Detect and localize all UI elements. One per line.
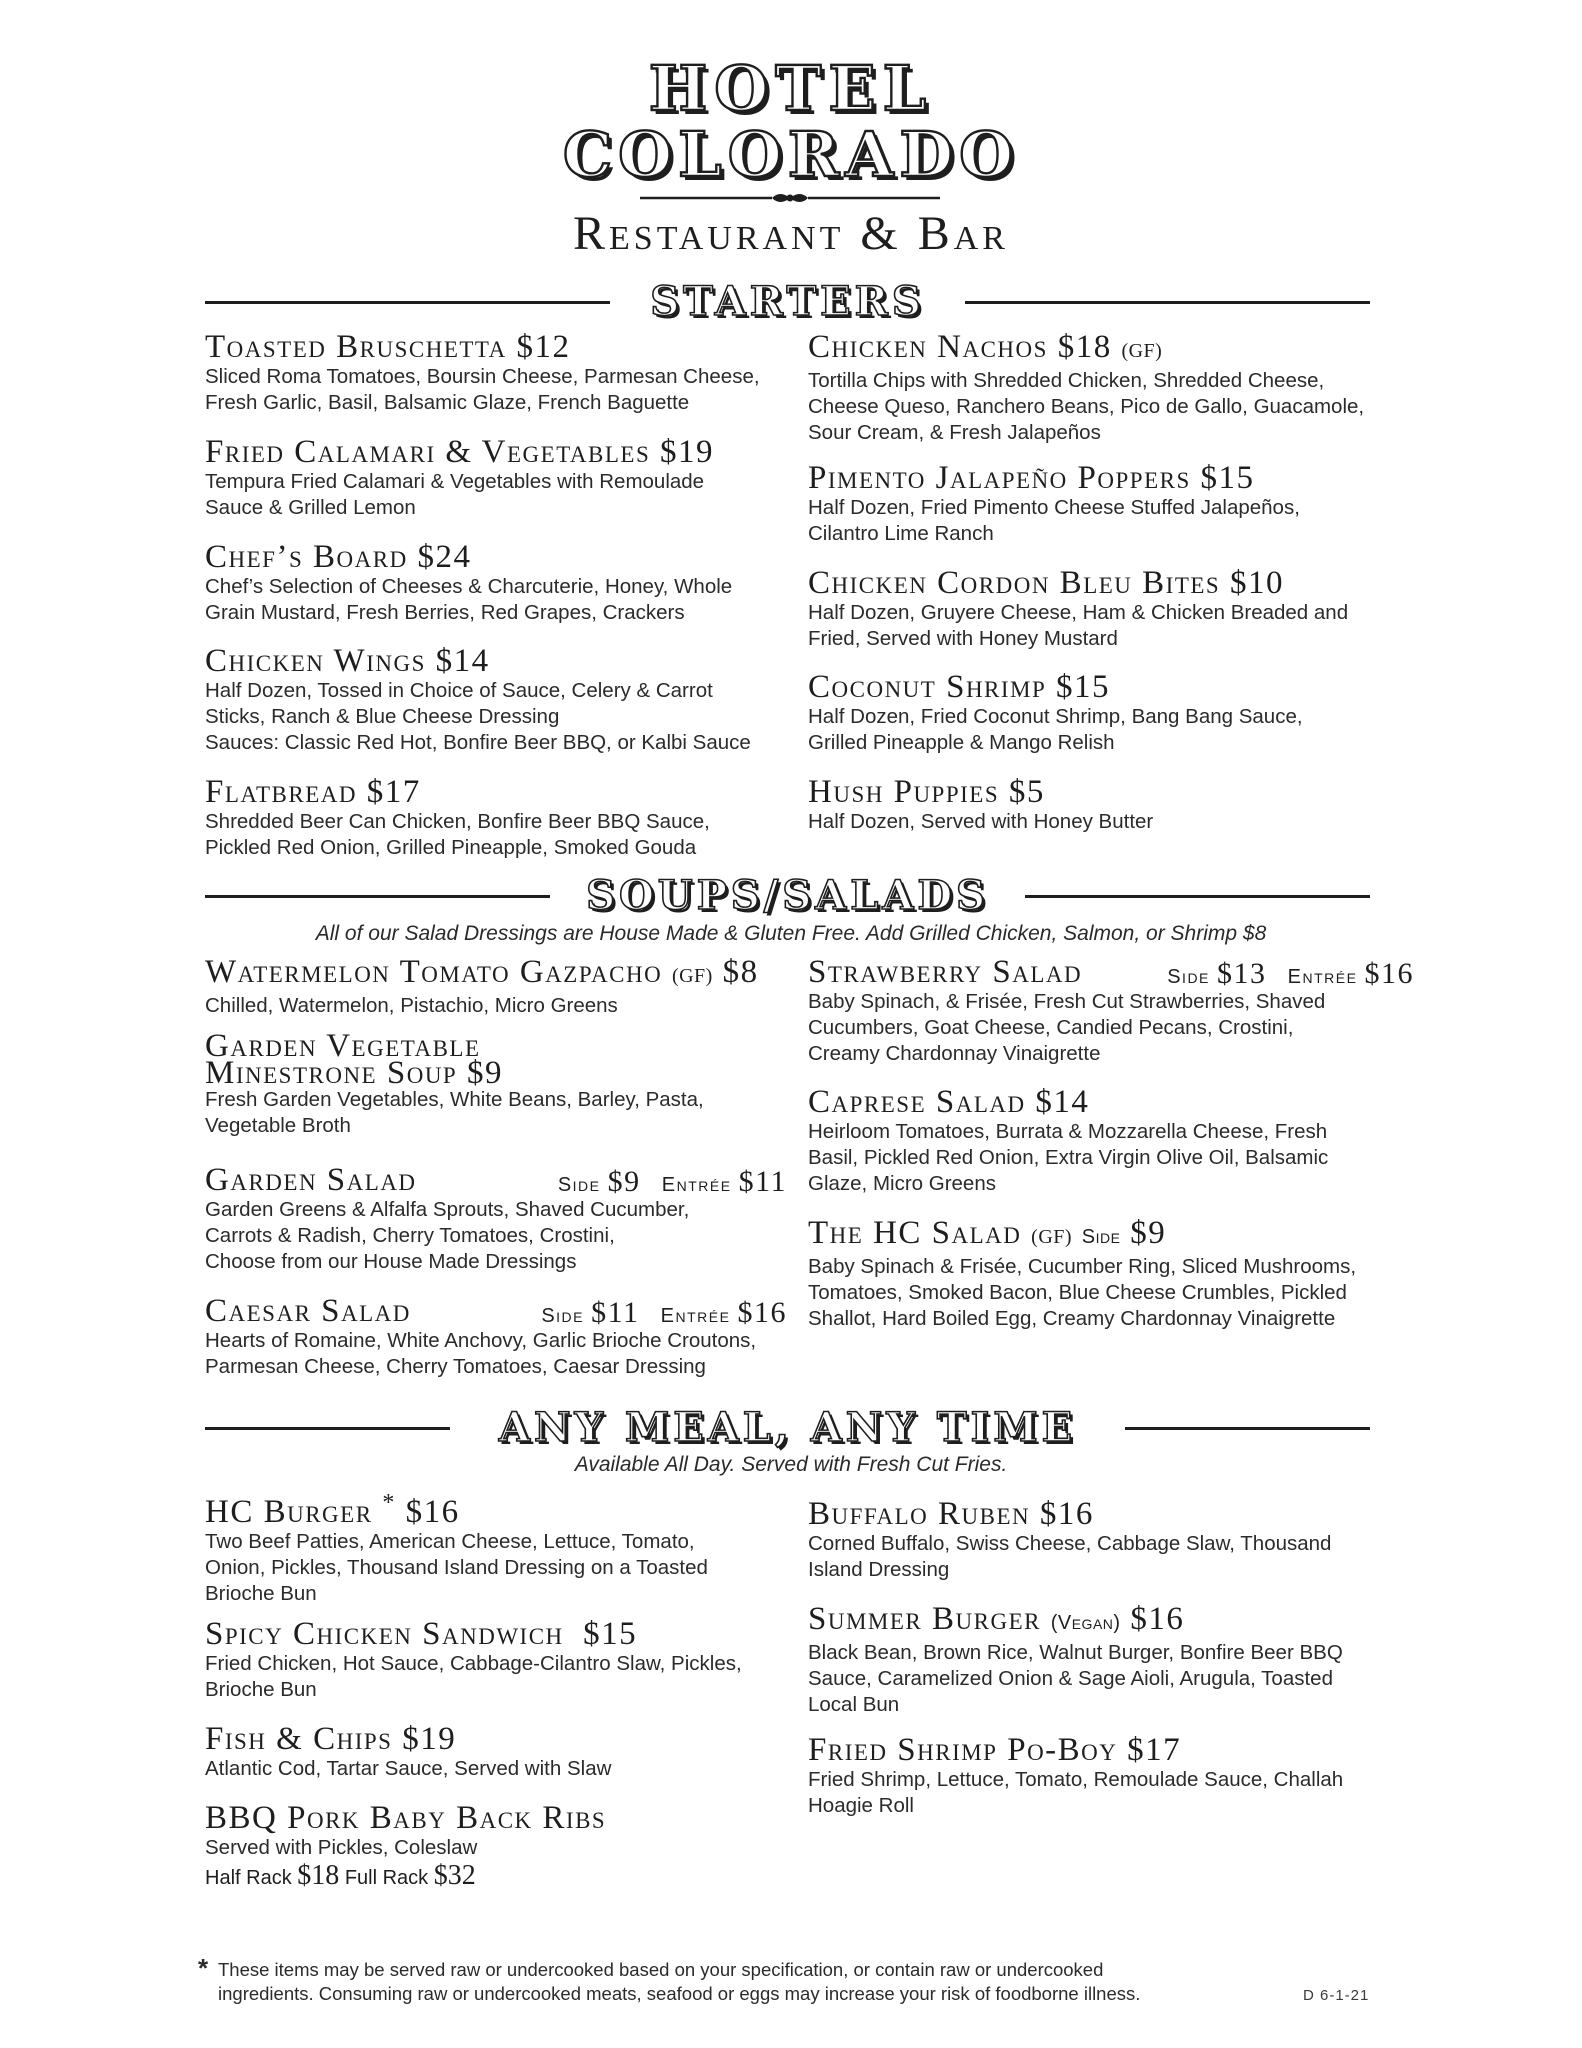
item-description: Half Dozen, Fried Pimento Cheese Stuffed Jalapeños, Cilantro Lime Ranch <box>808 496 1300 545</box>
item-name: Chicken Wings <box>205 643 426 679</box>
item-description: Shredded Beer Can Chicken, Bonfire Beer BBQ Sauce, Pickled Red Onion, Grilled Pineapple, Smoked Gouda <box>205 810 710 859</box>
item-name: Chef’s Board <box>205 539 408 575</box>
menu-item-hush-puppies <box>808 775 1398 835</box>
item-name-line1: Garden Vegetable <box>205 1028 481 1064</box>
item-tag-gf: (GF) <box>671 965 713 987</box>
item-name: Fish & Chips <box>205 1721 393 1757</box>
item-description: Fried Shrimp, Lettuce, Tomato, Remoulade Sauce, Challah Hoagie Roll <box>808 1768 1344 1817</box>
menu-item-calamari <box>205 435 795 521</box>
item-description: Half Dozen, Served with Honey Butter <box>808 810 1154 833</box>
menu-item-flatbread <box>205 775 795 861</box>
item-price: $15 <box>1200 460 1255 496</box>
item-price: $14 <box>435 643 490 679</box>
side-price: $9 <box>607 1165 641 1198</box>
section-header-any-meal <box>205 1398 1370 1458</box>
item-description: Hearts of Romaine, White Anchovy, Garlic Brioche Croutons, Parmesan Cheese, Cherry Tomatoes, Caesar Dressing <box>205 1329 757 1378</box>
half-rack-label: Half Rack <box>205 1867 292 1889</box>
item-tag-vegan: (Vegan) <box>1050 1612 1121 1634</box>
size-label-entree: Entrée <box>660 1305 731 1327</box>
item-description: Baby Spinach, & Frisée, Fresh Cut Strawberries, Shaved Cucumbers, Goat Cheese, Candied Pecans, Crostini, Creamy Chardonnay Vinaigrette <box>808 990 1326 1065</box>
item-name: Chicken Cordon Bleu Bites <box>808 565 1221 601</box>
item-description: Fried Chicken, Hot Sauce, Cabbage-Cilantro Slaw, Pickles, Brioche Bun <box>205 1652 742 1701</box>
item-name: Caesar Salad <box>205 1293 411 1329</box>
menu-item-wings <box>205 644 795 756</box>
item-description: Atlantic Cod, Tartar Sauce, Served with Slaw <box>205 1757 612 1780</box>
item-price: $9 <box>466 1055 503 1091</box>
item-name: Buffalo Ruben <box>808 1496 1031 1532</box>
item-description: Two Beef Patties, American Cheese, Lettuce, Tomato, Onion, Pickles, Thousand Island Dressing on a Toasted Brioche Bun <box>205 1530 708 1605</box>
item-price: $16 <box>1039 1496 1094 1532</box>
item-name: Summer Burger <box>808 1601 1041 1637</box>
item-price: $5 <box>1008 774 1045 810</box>
side-price: $11 <box>591 1296 640 1329</box>
menu-item-cordon-bleu <box>808 566 1398 652</box>
section-note-soups-salads: All of our Salad Dressings are House Made & Gluten Free. Add Grilled Chicken, Salmon, or Shrimp $8 <box>315 922 1267 945</box>
size-label-entree: Entrée <box>661 1174 732 1196</box>
entree-price: $16 <box>1364 957 1414 990</box>
section-header-soups-salads <box>205 866 1370 926</box>
item-name: Fried Calamari & Vegetables <box>205 434 651 470</box>
item-description: Baby Spinach & Frisée, Cucumber Ring, Sliced Mushrooms, Tomatoes, Smoked Bacon, Blue Cheese Crumbles, Pickled Shallot, Hard Boiled Egg, Creamy Chardonnay Vinaigrette <box>808 1255 1357 1330</box>
section-title-starters: STARTERS <box>650 278 925 325</box>
item-description: Tempura Fried Calamari & Vegetables with Remoulade Sauce & Grilled Lemon <box>205 470 705 519</box>
item-price: $16 <box>1130 1601 1185 1637</box>
item-price: $19 <box>402 1721 457 1757</box>
disclaimer-star: * <box>198 1953 209 1983</box>
section-title-any-meal: ANY MEAL, ANY TIME <box>498 1404 1077 1451</box>
menu-item-summer-burger <box>808 1602 1398 1718</box>
brand-subtitle: Restaurant & Bar <box>573 207 1009 260</box>
item-price: $8 <box>722 954 759 990</box>
item-price: $19 <box>660 434 715 470</box>
entree-price: $11 <box>738 1165 787 1198</box>
item-tag-gf: (GF) <box>1031 1226 1073 1248</box>
item-name: Flatbread <box>205 774 357 810</box>
size-label-entree: Entrée <box>1287 966 1358 988</box>
menu-item-shrimp-po-boy <box>808 1733 1398 1819</box>
item-description: Black Bean, Brown Rice, Walnut Burger, Bonfire Beer BBQ Sauce, Caramelized Onion & Sage Aioli, Arugula, Toasted Local Bun <box>808 1641 1343 1716</box>
side-price: $9 <box>1130 1215 1167 1251</box>
item-name: Coconut Shrimp <box>808 669 1047 705</box>
brand-title-line1: HOTEL <box>648 52 934 125</box>
menu-item-poppers <box>808 461 1398 547</box>
item-name: Caprese Salad <box>808 1084 1026 1120</box>
menu-item-gazpacho <box>205 955 795 1019</box>
item-name: Toasted Bruschetta <box>205 329 507 365</box>
item-description: Fresh Garden Vegetables, White Beans, Barley, Pasta, Vegetable Broth <box>205 1088 704 1137</box>
menu-item-minestrone <box>205 1028 795 1139</box>
item-name: Chicken Nachos <box>808 329 1048 365</box>
menu-item-nachos <box>808 330 1398 446</box>
menu-item-bruschetta <box>205 330 795 416</box>
rib-prices <box>205 1861 795 1893</box>
item-description: Half Dozen, Gruyere Cheese, Ham & Chicken Breaded and Fried, Served with Honey Mustard <box>808 601 1349 650</box>
menu-item-coconut-shrimp <box>808 670 1398 756</box>
item-price: $10 <box>1229 565 1284 601</box>
item-price: $24 <box>417 539 472 575</box>
size-label-side: Side <box>541 1305 585 1327</box>
item-description: Corned Buffalo, Swiss Cheese, Cabbage Slaw, Thousand Island Dressing <box>808 1532 1332 1581</box>
item-name-line2: Minestrone Soup <box>205 1055 458 1091</box>
item-price: $16 <box>405 1494 460 1530</box>
menu-item-fish-chips <box>205 1722 795 1782</box>
item-name: Spicy Chicken Sandwich <box>205 1616 564 1652</box>
item-price: $17 <box>366 774 421 810</box>
item-description: Heirloom Tomatoes, Burrata & Mozzarella Cheese, Fresh Basil, Pickled Red Onion, Extra Virgin Olive Oil, Balsamic Glaze, Micro Greens <box>808 1120 1329 1195</box>
item-name: Pimento Jalapeño Poppers <box>808 460 1191 496</box>
side-price: $13 <box>1216 957 1267 990</box>
item-price: $15 <box>583 1616 638 1652</box>
menu-item-chefs-board <box>205 540 795 626</box>
menu-item-strawberry-salad <box>808 954 1414 1067</box>
item-name: Garden Salad <box>205 1162 417 1198</box>
item-tag-gf: (GF) <box>1121 340 1163 362</box>
disclaimer-line1: These items may be served raw or undercooked based on your specification, or contain raw or undercooked <box>218 1959 1104 1980</box>
section-note-any-meal: Available All Day. Served with Fresh Cut Fries. <box>574 1453 1008 1476</box>
raw-warning-star: * <box>382 1490 396 1516</box>
item-name: Watermelon Tomato Gazpacho <box>205 954 663 990</box>
size-label-side: Side <box>1167 966 1210 988</box>
ornament-divider <box>640 188 940 208</box>
item-description: Garden Greens & Alfalfa Sprouts, Shaved Cucumber, Carrots & Radish, Cherry Tomatoes, Crostini, Choose from our House Made Dressings <box>205 1198 690 1273</box>
item-name: Fried Shrimp Po-Boy <box>808 1732 1118 1768</box>
item-description: Half Dozen, Tossed in Choice of Sauce, Celery & Carrot Sticks, Ranch & Blue Cheese Dressing Sauces: Classic Red Hot, Bonfire Beer BBQ, or Kalbi Sauce <box>205 679 751 754</box>
menu-item-caesar-salad <box>205 1294 795 1380</box>
brand-title-line2: COLORADO <box>562 118 1020 191</box>
full-rack-label: Full Rack <box>344 1867 429 1889</box>
menu-item-buffalo-ruben <box>808 1497 1398 1583</box>
item-description: Half Dozen, Fried Coconut Shrimp, Bang Bang Sauce, Grilled Pineapple & Mango Relish <box>808 705 1303 754</box>
disclaimer-line2: ingredients. Consuming raw or undercooked meats, seafood or eggs may increase your risk of foodborne illness. <box>218 1983 1141 2004</box>
size-label-side: Side <box>1081 1226 1121 1248</box>
menu-item-ribs <box>205 1801 795 1893</box>
half-rack-price: $18 <box>297 1860 340 1891</box>
item-name: BBQ Pork Baby Back Ribs <box>205 1800 607 1836</box>
menu-item-garden-salad <box>205 1163 795 1275</box>
item-price: $18 <box>1057 329 1112 365</box>
item-price: $15 <box>1056 669 1111 705</box>
item-price: $12 <box>516 329 571 365</box>
item-name: Hush Puppies <box>808 774 1000 810</box>
section-header-starters <box>205 272 1370 332</box>
item-name: The HC Salad <box>808 1215 1022 1251</box>
menu-item-spicy-chicken <box>205 1617 795 1703</box>
size-label-side: Side <box>557 1174 601 1196</box>
item-description: Sliced Roma Tomatoes, Boursin Cheese, Parmesan Cheese, Fresh Garlic, Basil, Balsamic Glaze, French Baguette <box>205 365 760 414</box>
section-title-soups-salads: SOUPS/SALADS <box>586 872 989 919</box>
menu-item-hc-salad <box>808 1216 1398 1332</box>
item-name: Strawberry Salad <box>808 954 1083 990</box>
item-price: $14 <box>1035 1084 1090 1120</box>
full-rack-price: $32 <box>433 1860 476 1891</box>
item-description: Tortilla Chips with Shredded Chicken, Shredded Cheese, Cheese Queso, Ranchero Beans, Pico de Gallo, Guacamole, Sour Cream, & Fresh Jalapeños <box>808 369 1365 444</box>
item-description: Chilled, Watermelon, Pistachio, Micro Greens <box>205 994 618 1017</box>
menu-item-caprese-salad <box>808 1085 1398 1197</box>
raw-food-disclaimer <box>198 1953 1230 2006</box>
item-price: $17 <box>1127 1732 1182 1768</box>
menu-version-code: D 6-1-21 <box>1303 1987 1370 2004</box>
item-description: Served with Pickles, Coleslaw <box>205 1836 478 1859</box>
menu-item-hc-burger <box>205 1486 795 1607</box>
item-name: HC Burger <box>205 1494 373 1530</box>
item-description: Chef’s Selection of Cheeses & Charcuterie, Honey, Whole Grain Mustard, Fresh Berries, Red Grapes, Crackers <box>205 575 733 624</box>
entree-price: $16 <box>737 1296 787 1329</box>
